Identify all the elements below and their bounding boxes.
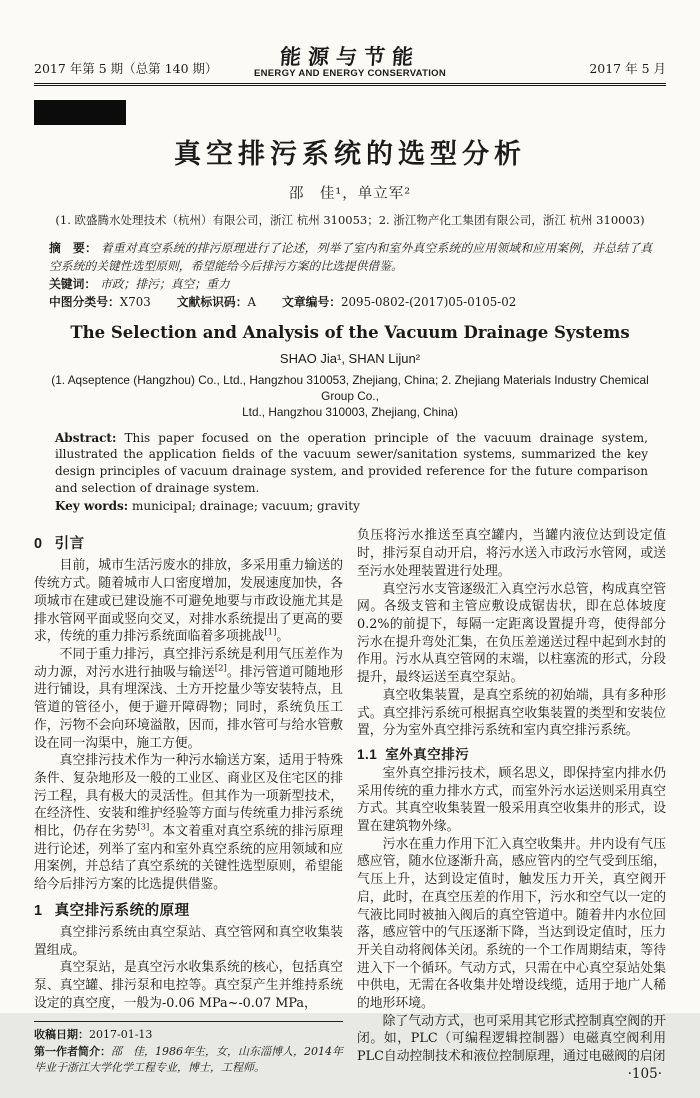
- abstract-block-en: [55, 430, 648, 515]
- keywords-label-en: Key words:: [55, 498, 129, 513]
- right-column: [357, 527, 666, 1082]
- section-heading-1-1: [357, 743, 666, 763]
- doccode-label: 文献标识码：: [176, 294, 248, 309]
- clc-value: X703: [119, 294, 151, 309]
- abstract-text-en: This paper focused on the operation principle of the vacuum drainage system, illustrated the application fields of the vacuum sewer/sanitation systems, summarized the key design principles of vacuum drainage system, and provided reference for the future comparison and selection of drainage system.: [55, 430, 648, 495]
- paragraph: 不同于重力排污，真空排污系统是利用气压差作为动力源，对污水进行抽吸与输送[2]。排污管道可随地形进行铺设，具有埋深浅、土方开挖量少等安装特点，且管道的管径小，便于避开障碍物；同时，系统负压工作，污物不会向环境溢散，因而，排水管可与给水管敷设在同一沟渠中，施工方便。: [34, 647, 344, 751]
- articleid-label: 文章编号：: [282, 294, 342, 309]
- paragraph: 真空收集装置，是真空系统的初始端，具有多种形式。真空排污系统可根据真空收集装置的类型和安装位置，分为室外真空排污系统和室内真空排污系统。: [357, 687, 666, 739]
- clc-label: 中图分类号：: [49, 294, 120, 309]
- left-column: [34, 527, 343, 1076]
- issue-info: 2017 年第 5 期（总第 140 期）: [34, 60, 218, 76]
- paper-title-cn: 真空排污系统的选型分析: [174, 138, 526, 169]
- section-heading-1: [34, 899, 343, 920]
- page-number: ·105·: [627, 1065, 662, 1082]
- section-title: 引言: [54, 536, 85, 553]
- paragraph: 污水在重力作用下汇入真空收集井。井内设有气压感应管，随水位逐渐升高，感应管内的空气受到压缩，气压上升，达到设定值时，触发压力开关，真空阀开启，此时，在真空压差的作用下，污水和空气以一定的气液比同时被抽入阀后的真空管道中。随着井内水位回落，感应管中的气压逐渐下降，当达到设定值时，压力开关自动将阀体关闭。系统的一个工作周期结束，等待进入下一个循环。气动方式，只需在中心真空泵站处集中供电，无需在各收集井处增设线缆，适用于地广人稀的地形环境。: [357, 836, 666, 1012]
- section-number: 0: [34, 536, 43, 553]
- classification-line: [49, 293, 652, 311]
- footnote-block: [34, 1021, 343, 1076]
- affiliation-en-line1: (1. Aqseptence (Hangzhou) Co., Ltd., Hangzhou 310053, Zhejiang, China; 2. Zhejiang Materials Industry Chemical Group Co.,: [51, 372, 649, 403]
- journal-name-en: ENERGY AND ENERGY CONSERVATION: [254, 68, 446, 79]
- received-label: 收稿日期：: [34, 1029, 89, 1042]
- bio-label: 第一作者简介：: [34, 1045, 111, 1058]
- abstract-en: [55, 430, 648, 497]
- keywords-cn: [49, 275, 652, 293]
- articleid-value: 2095-0802-(2017)05-0105-02: [341, 294, 517, 309]
- author-bio-line: [34, 1044, 343, 1077]
- body-columns: [34, 527, 666, 1082]
- affiliation-cn: (1. 欧盛腾水处理技术（杭州）有限公司，浙江 杭州 310053；2. 浙江物产化工集团有限公司，浙江 杭州 310003): [55, 212, 645, 227]
- paragraph: 真空污水支管逐级汇入真空污水总管，构成真空管网。各级支管和主管应敷设成锯齿状，即在总体坡度0.2%的前提下，每隔一定距离设置提升弯，使得部分污水在提升弯处汇集，在负压差递送过程中起到水封的作用。污水从真空管网的末端，以柱塞流的形式，分段提升，最终运送至真空泵站。: [357, 581, 666, 686]
- abstract-block-cn: [49, 239, 652, 311]
- paragraph: 真空泵站，是真空污水收集系统的核心，包括真空泵、真空罐、排污泵和电控等。真空泵产生并维持系统设定的真空度，一般为-0.06 MPa~-0.07 MPa，: [34, 960, 343, 1011]
- journal-masthead: [229, 46, 471, 79]
- doccode-value: A: [247, 294, 257, 309]
- header-divider: [34, 83, 666, 86]
- abstract-label-cn: 摘 要：: [49, 240, 97, 255]
- publication-date: 2017 年 5 月: [589, 60, 666, 76]
- paragraph: 目前，城市生活污废水的排放，多采用重力输送的传统方式。随着城市人口密度增加，发展速度加快，各项城市在建或已建设施不可避免地要与市政设施尤其是排水管网平面或竖向交叉，对排水系统提出了更高的要求，传统的重力排污系统面临着多项挑战[1]。: [34, 558, 343, 645]
- received-value: 2017-01-13: [89, 1028, 153, 1042]
- section-number: 1: [34, 902, 43, 919]
- received-date-line: [34, 1027, 343, 1043]
- paragraph-continued: 负压将污水推送至真空罐内，当罐内液位达到设定值时，排污泵自动开启，将污水送入市政污水管网，或送至污水处理装置进行处理。: [357, 528, 666, 579]
- paragraph: 除了气动方式，也可采用其它形式控制真空阀的开闭。如，PLC（可编程逻辑控制器）电磁真空阀利用PLC自动控制技术和液位控制原理，通过电磁阀的启闭: [357, 1013, 666, 1065]
- keywords-text-cn: 市政；排污；真空；重力: [99, 276, 230, 291]
- affiliation-en-line2: Ltd., Hangzhou 310003, Zhejiang, China): [242, 404, 458, 419]
- authors-cn: 邵 佳¹，单立军²: [288, 185, 412, 202]
- keywords-en: [55, 498, 648, 515]
- category-redaction-box: [34, 100, 126, 125]
- bio-value: 邵 佳，1986年生，女，山东淄博人，2014年毕业于浙江大学化学工程专业，博士，工程师。: [34, 1044, 343, 1075]
- journal-name-cn: 能源与节能: [279, 44, 421, 69]
- abstract-cn: [49, 239, 652, 275]
- paper-title-en: The Selection and Analysis of the Vacuum Drainage Systems: [70, 322, 630, 342]
- keywords-text-en: municipal; drainage; vacuum; gravity: [132, 498, 360, 513]
- abstract-label-en: Abstract:: [55, 430, 117, 445]
- keywords-label-cn: 关键词：: [49, 276, 97, 291]
- section-title: 真空排污系统的原理: [54, 902, 190, 919]
- affiliation-en: [34, 372, 666, 420]
- journal-header: [34, 46, 666, 79]
- paragraph: 真空排污技术作为一种污水输送方案，适用于特殊条件、复杂地形及一般的工业区、商业区及住宅区的排污工程，具有极大的灵活性。但其作为一项新型技术，在经济性、安装和维护经验等方面与传统重力排污系统相比，仍存在劣势[3]。本文着重对真空系统的排污原理进行论述，列举了室内和室外真空系统的应用领域和应用案例，并总结了真空系统的关键性选型原则，希望能给今后排污方案的比选提供借鉴。: [34, 753, 344, 893]
- authors-en: SHAO Jia¹, SHAN Lijun²: [279, 350, 421, 366]
- section-heading-0: [34, 532, 343, 553]
- section-number: 1.1: [357, 746, 378, 762]
- section-title: 室外真空排污: [385, 746, 470, 762]
- paragraph: 真空排污系统由真空泵站、真空管网和真空收集装置组成。: [34, 924, 343, 958]
- paragraph: 室外真空排污技术，顾名思义，即保持室内排水仍采用传统的重力排水方式，而室外污水运送则采用真空方式。其真空收集装置一般采用真空收集井的形式，设置在建筑物外缘。: [357, 765, 666, 835]
- abstract-text-cn: 着重对真空系统的排污原理进行了论述，列举了室内和室外真空系统的应用领域和应用案例，并总结了真空系统的关键性选型原则，希望能给今后排污方案的比选提供借鉴。: [49, 240, 652, 273]
